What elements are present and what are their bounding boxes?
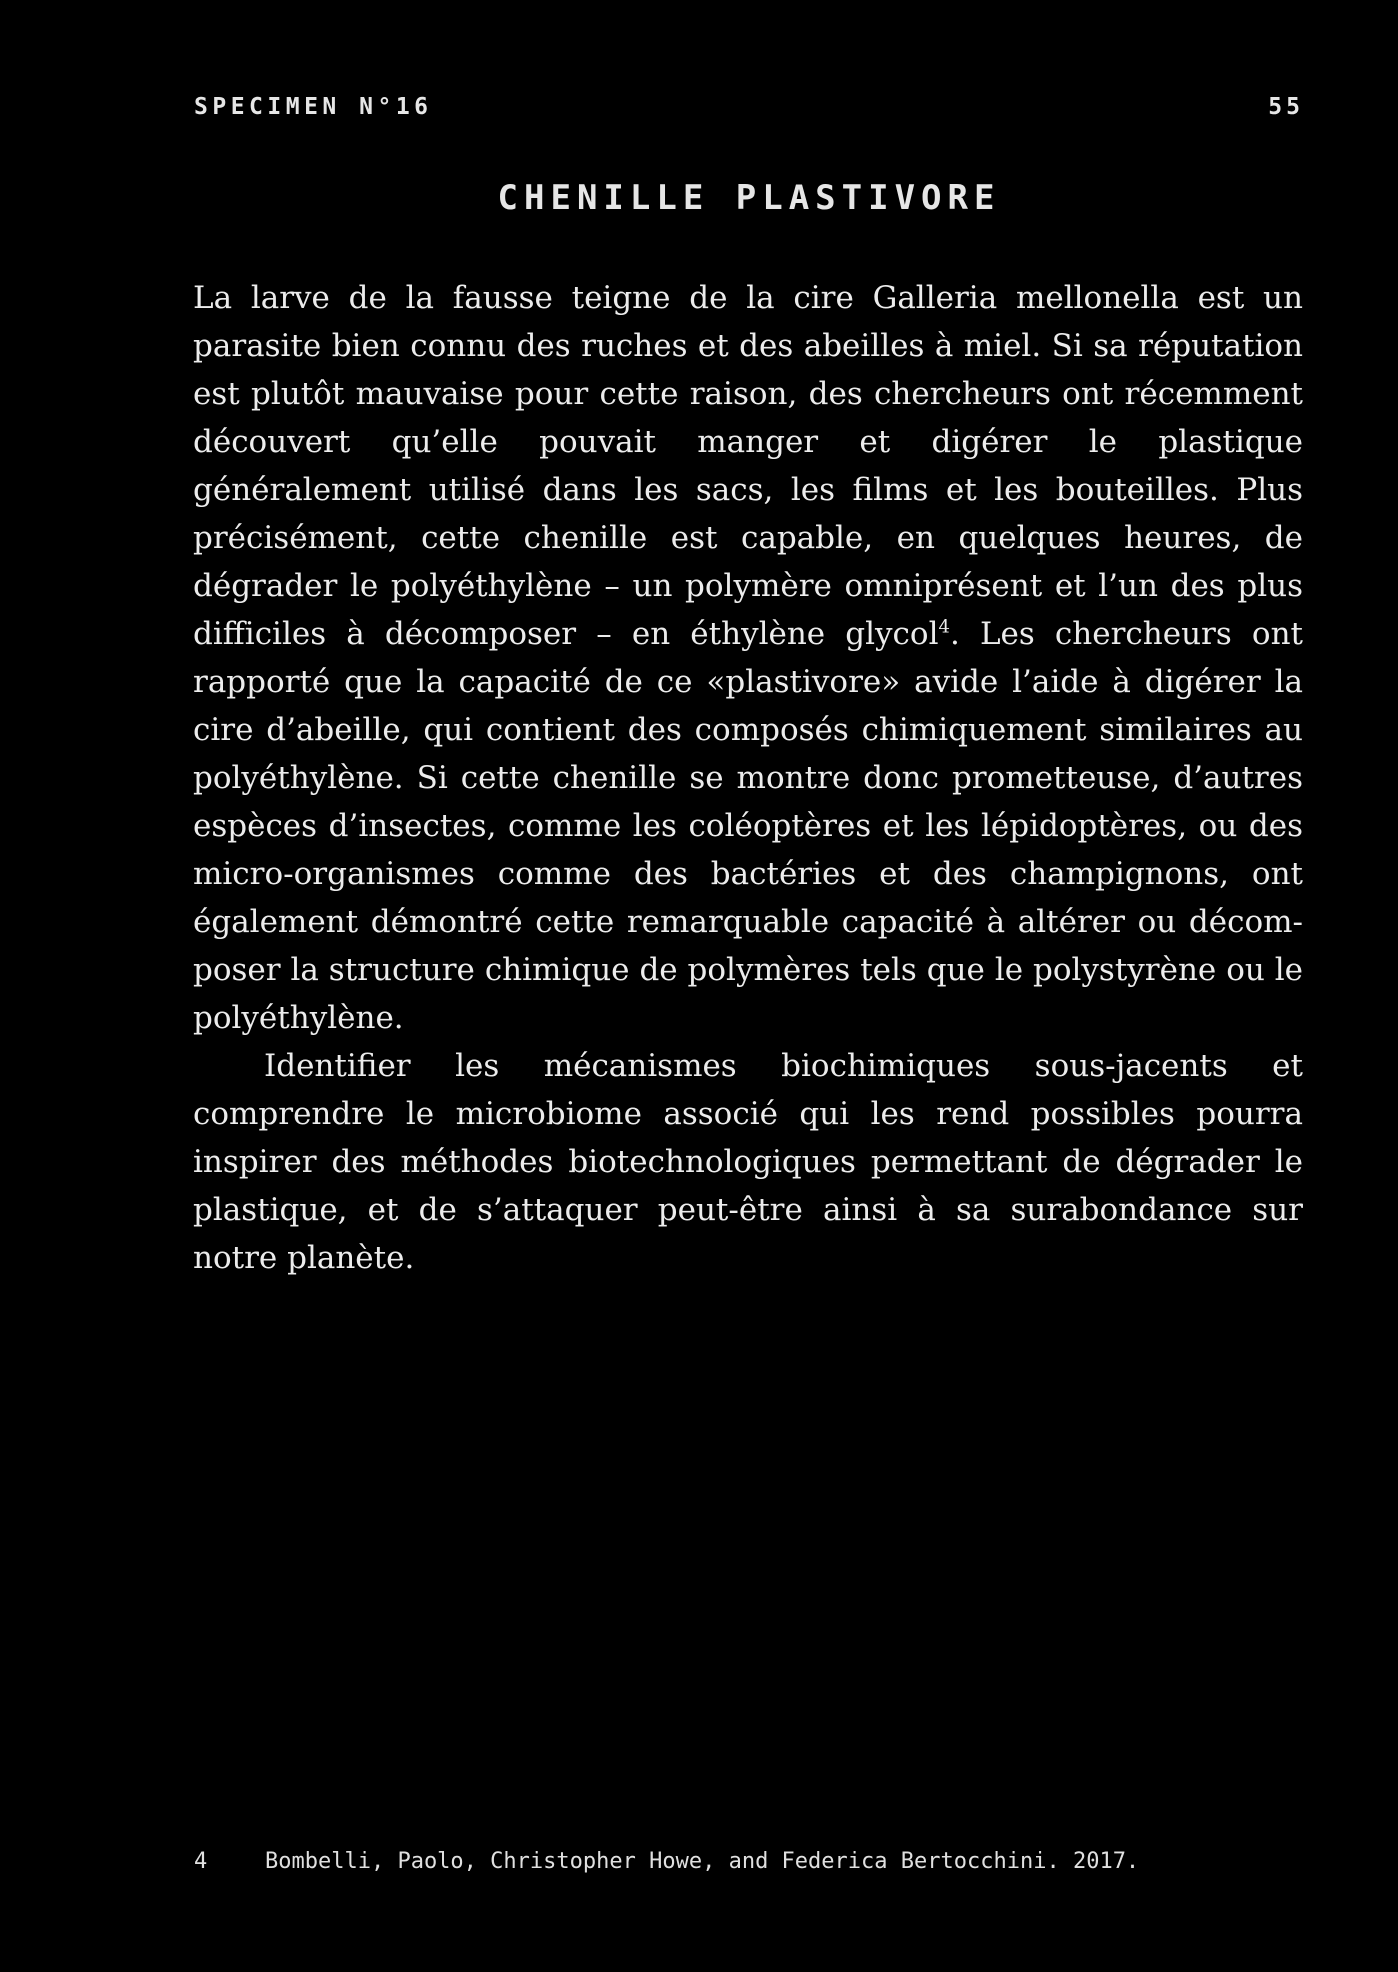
paragraph-1-text-a: La larve de la fausse teigne de la cire Galleria mellonella est un parasite bien connu des ruches et des abeilles à miel. Si sa réputation est plutôt mauvaise pour cette raison, des chercheurs ont récemment découvert qu’elle pouvait manger et digérer le plastique généralement utilisé dans les sacs, les films et les bouteilles. Plus précisément, cette chenille est capable, en quelques heures, de dégrader le polyéthylène – un polymère omniprésent et l’un des plus difficiles à décomposer – en éthylène glycol	[193, 280, 1303, 652]
running-header	[194, 94, 1304, 126]
footnote-text: Bombelli, Paolo, Christopher Howe, and Federica Bertocchini. 2017.	[265, 1849, 1140, 1874]
footnote	[194, 1849, 1304, 1874]
specimen-label: SPECIMEN N°16	[194, 94, 433, 120]
paragraph-1-text-b: . Les chercheurs ont rapporté que la capacité de ce «plastivore» avide l’aide à digérer la cire d’abeille, qui contient des composés chimiquement similaires au polyéthylène. Si cette chenille se montre donc prometteuse, d’autres espèces d’insectes, comme les coléoptères et les lépidoptères, ou des micro-organismes comme des bactéries et des champignons, ont également démontré cette remarquable capacité à altérer ou décomposer la structure chimique de polymères tels que le polystyrène ou le polyéthylène.	[193, 616, 1303, 1036]
paragraph-1	[193, 274, 1303, 1042]
page-number: 55	[1268, 94, 1304, 120]
page-title: CHENILLE PLASTIVORE	[497, 178, 1001, 218]
body-text	[193, 274, 1303, 1282]
paragraph-2: Identifier les mécanismes biochimiques sous-jacents et comprendre le microbiome associé qui les rend possibles pourra inspirer des méthodes biotechnologiques permettant de dégrader le plastique, et de s’attaquer peut-être ainsi à sa surabondance sur notre planète.	[193, 1048, 1303, 1276]
footnote-number: 4	[194, 1849, 208, 1874]
footnote-reference: 4	[938, 616, 950, 638]
